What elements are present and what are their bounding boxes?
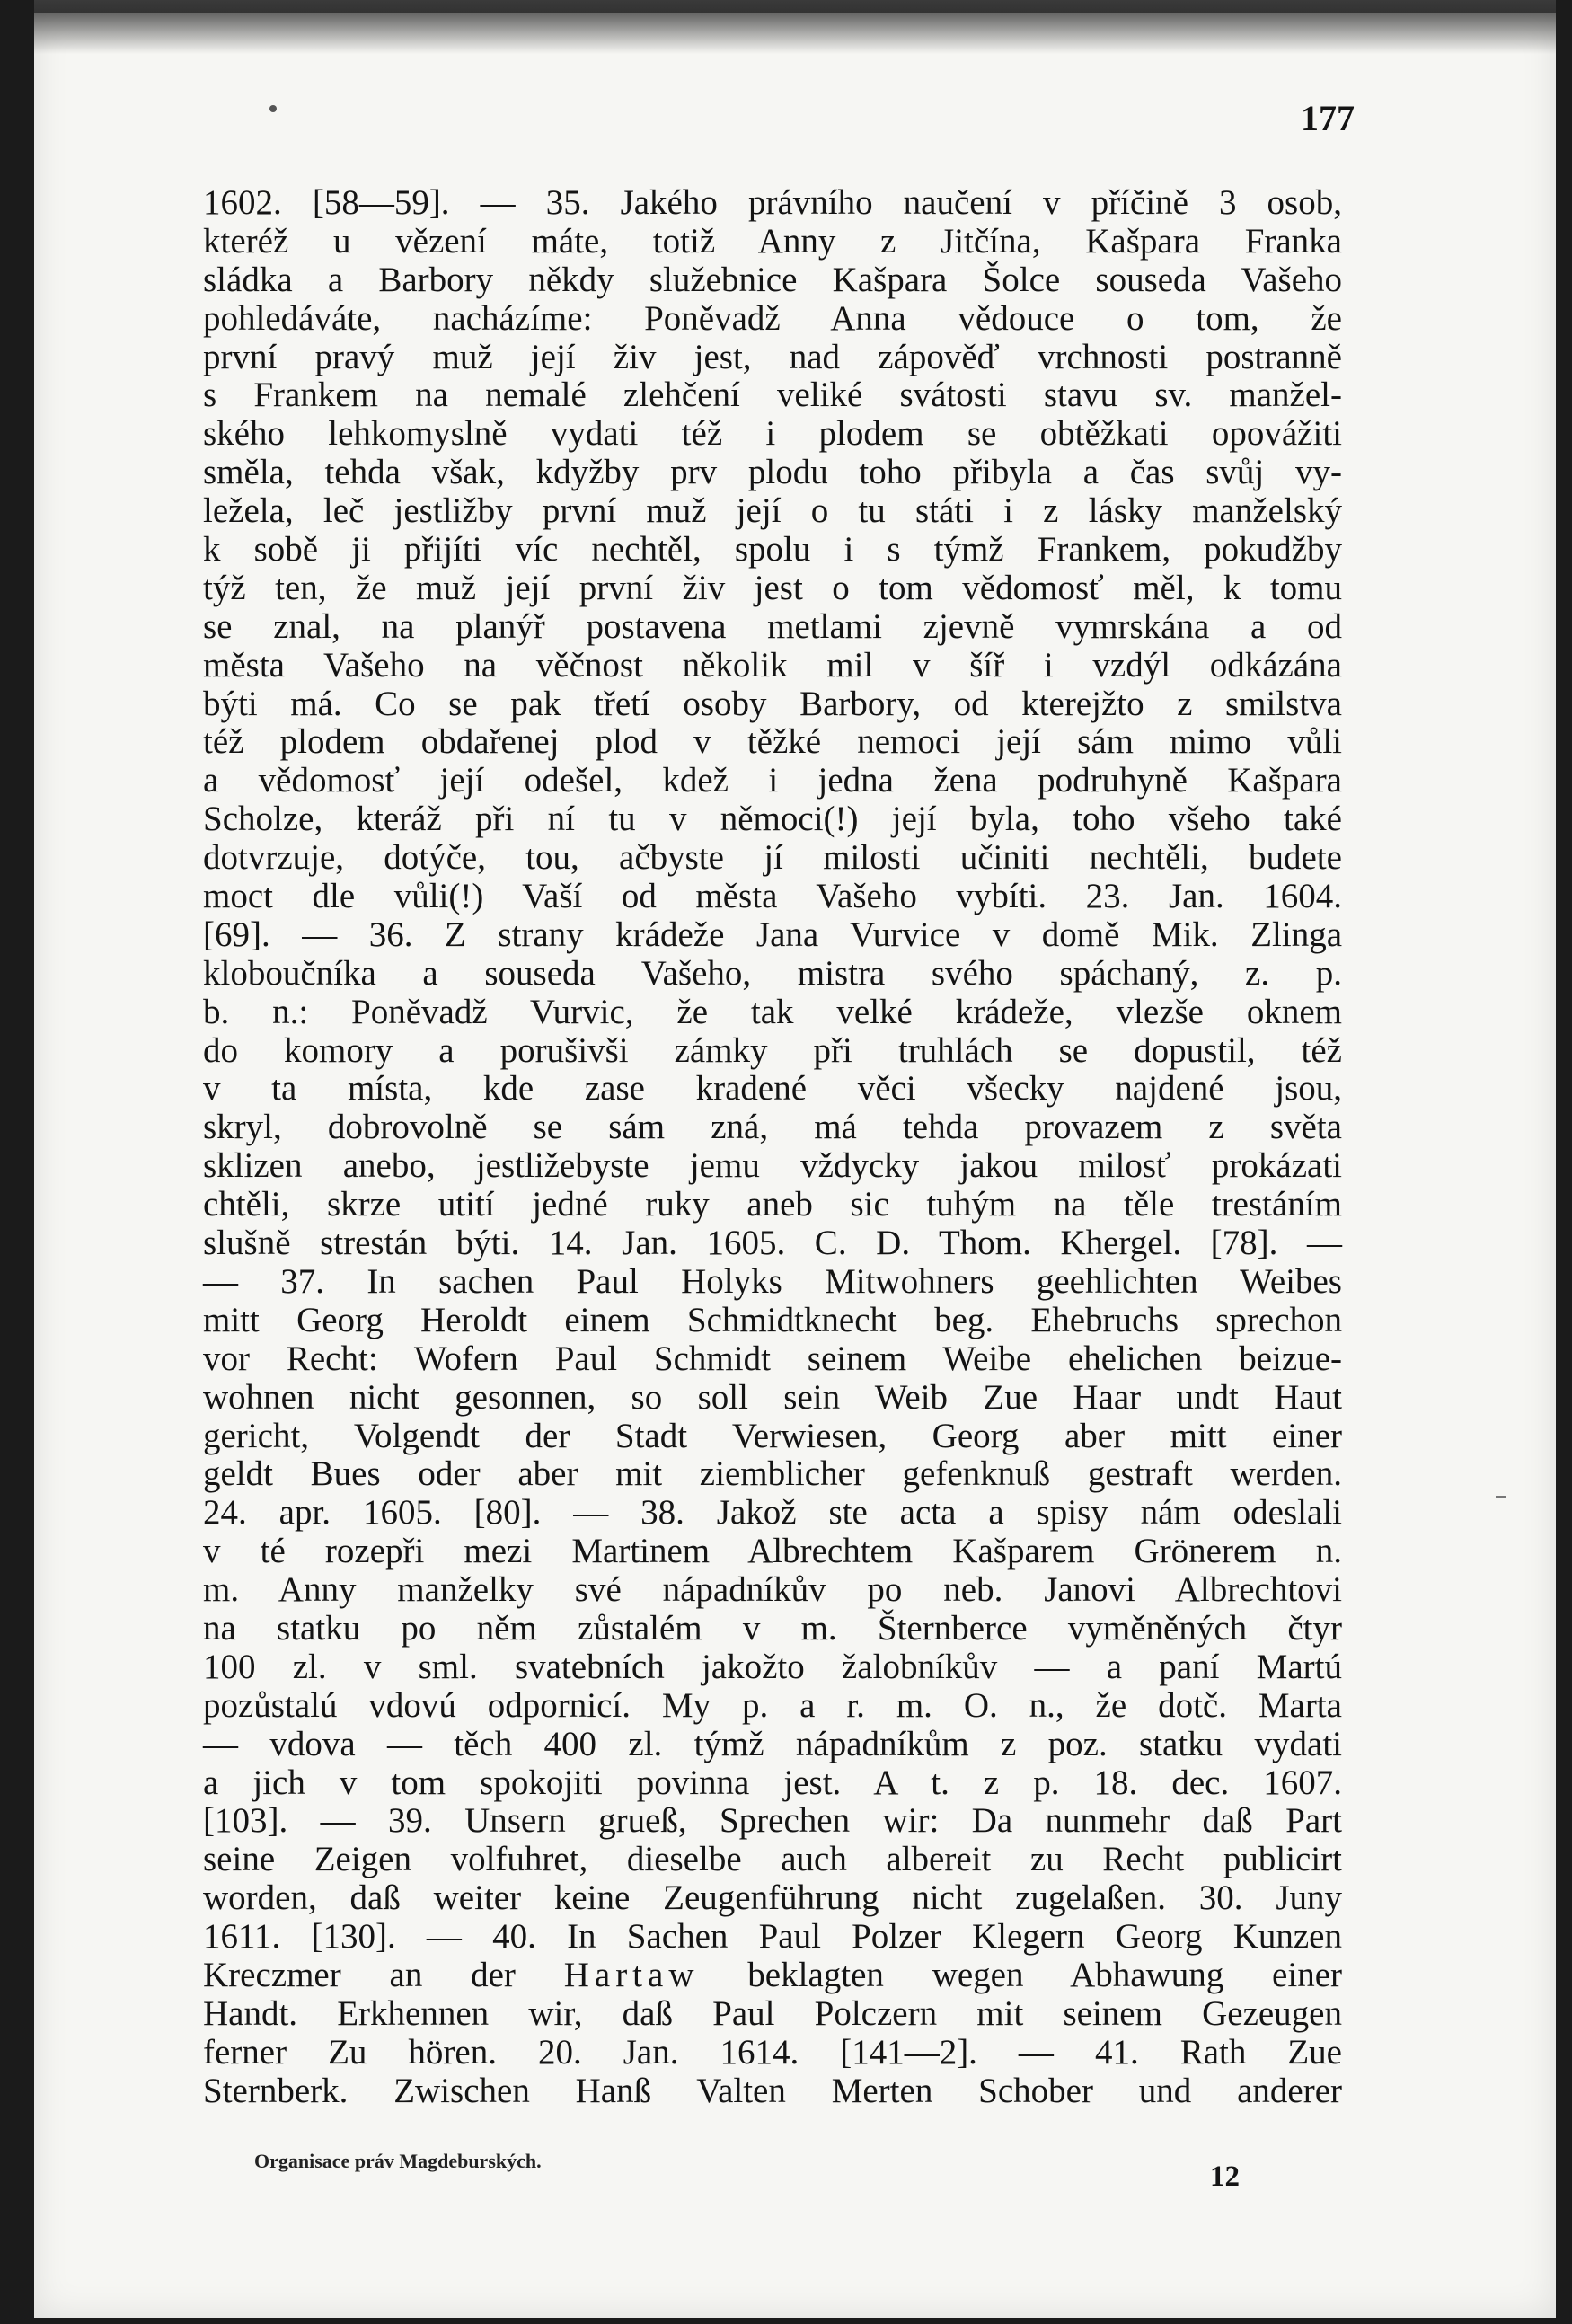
signature-mark: 12 — [1210, 2161, 1240, 2193]
text-line-with-spaced-word — [203, 1957, 1342, 1995]
text-line: [69]. — 36. Z strany krádeže Jana Vurvice v domě Mik. Zlinga — [203, 915, 1342, 954]
text-line: geldt Bues oder aber mit ziemblicher gefenknuß gestraft werden. — [203, 1454, 1342, 1494]
text-line: — 37. In sachen Paul Holyks Mitwohners geehlichten Weibes — [203, 1261, 1342, 1301]
text-line: kloboučníka a souseda Vašeho, mistra svého spáchaný, z. p. — [203, 953, 1342, 993]
text-line: m. Anny manželky své nápadníkův po neb. Janovi Albrechtovi — [203, 1570, 1342, 1610]
text-line: Sternberk. Zwischen Hanß Valten Merten Schober und anderer — [203, 2071, 1342, 2110]
text-line: na statku po něm zůstalém v m. Šternberce vyměněných čtyr — [203, 1608, 1342, 1648]
text-line: a vědomosť její odešel, kdež i jedna žena podruhyně Kašpara — [203, 761, 1342, 800]
text-line: vor Recht: Wofern Paul Schmidt seinem Weibe ehelichen beizue- — [203, 1339, 1342, 1378]
text-line: k sobě ji přijíti víc nechtěl, spolu i s týmž Frankem, pokudžby — [203, 530, 1342, 570]
text-line: a jich v tom spokojiti povinna jest. A t. z p. 18. dec. 1607. — [203, 1763, 1342, 1802]
text-line: pohledáváte, nacházíme: Poněvadž Anna vědouce o tom, že — [203, 298, 1342, 338]
text-line: seine Zeigen volfuhret, dieselbe auch albereit zu Recht publicirt — [203, 1840, 1342, 1879]
text-line: býti má. Co se pak třetí osoby Barbory, od kterejžto z smilstva — [203, 684, 1342, 723]
text-line: wohnen nicht gesonnen, so soll sein Weib Zue Haar undt Haut — [203, 1377, 1342, 1417]
text-line: města Vašeho na věčnost několik mil v šíř i vzdýl odkázána — [203, 645, 1342, 685]
text-line: do komory a porušivši zámky při truhlách se dopustil, též — [203, 1030, 1342, 1070]
spaced-word: Hartaw — [563, 1955, 700, 1994]
text-line: směla, tehda však, kdyžby prv plodu toho přibyla a čas svůj vy- — [203, 453, 1342, 492]
text-line: chtěli, skrze utití jedné ruky aneb sic tuhým na těle trestáním — [203, 1185, 1342, 1224]
ink-speck — [269, 105, 277, 112]
text-line: skryl, dobrovolně se sám zná, má tehda provazem z světa — [203, 1108, 1342, 1147]
text-line: též plodem obdařenej plod v těžké nemoci její sám mimo vůli — [203, 722, 1342, 762]
text-line: 1602. [58—59]. — 35. Jakého právního naučení v příčině 3 osob, — [203, 183, 1342, 222]
text-line: ležela, leč jestližby první muž její o tu státi i z lásky manželský — [203, 491, 1342, 531]
text-line: pozůstalú vdovú odpornicí. My p. a r. m. O. n., že dotč. Marta — [203, 1685, 1342, 1725]
text-line: 100 zl. v sml. svatebních jakožto žalobníkův — a paní Martú — [203, 1647, 1342, 1686]
text-line: Scholze, kteráž při ní tu v němoci(!) její byla, toho všeho také — [203, 800, 1342, 839]
text-line: [103]. — 39. Unsern grueß, Sprechen wir: Da nunmehr daß Part — [203, 1801, 1342, 1841]
text-line: ferner Zu hören. 20. Jan. 1614. [141—2]. — 41. Rath Zue — [203, 2032, 1342, 2072]
text-line: první pravý muž její živ jest, nad zápověď vrchnosti postranně — [203, 337, 1342, 376]
text-line: worden, daß weiter keine Zeugenführung nicht zugelaßen. 30. Juny — [203, 1878, 1342, 1918]
text-line: — vdova — těch 400 zl. týmž nápadníkům z poz. statku vydati — [203, 1724, 1342, 1763]
page-top-shadow — [34, 0, 1556, 54]
text-line: b. n.: Poněvadž Vurvic, že tak velké krádeže, vlezše oknem — [203, 992, 1342, 1031]
text-line: mitt Georg Heroldt einem Schmidtknecht beg. Ehebruchs sprechon — [203, 1300, 1342, 1339]
text-segment: beklagten wegen Abhawung einer — [699, 1955, 1342, 1994]
text-line: 1611. [130]. — 40. In Sachen Paul Polzer Klegern Georg Kunzen — [203, 1917, 1342, 1957]
page-number: 177 — [1301, 98, 1355, 138]
text-line: sklizen anebo, jestližebyste jemu vždycky jakou milosť prokázati — [203, 1146, 1342, 1186]
text-line: slušně strestán býti. 14. Jan. 1605. C. D. Thom. Khergel. [78]. — — [203, 1224, 1342, 1263]
text-line: dotvrzuje, dotýče, tou, ačbyste jí milosti učiniti nechtěli, budete — [203, 838, 1342, 878]
text-line: se znal, na planýř postavena metlami zjevně vymrskána a od — [203, 606, 1342, 646]
text-line: v ta místa, kde zase kradené věci všecky najdené jsou, — [203, 1069, 1342, 1109]
text-line: sládka a Barbory někdy služebnice Kašpara Šolce souseda Vašeho — [203, 260, 1342, 299]
text-segment: Kreczmer an der — [203, 1955, 564, 1994]
footer-title: Organisace práv Magdeburských. — [254, 2150, 542, 2172]
text-line: gericht, Volgendt der Stadt Verwiesen, Georg aber mitt einer — [203, 1416, 1342, 1455]
text-line: s Frankem na nemalé zlehčení veliké svátosti stavu sv. manžel- — [203, 376, 1342, 415]
text-line: v té rozepři mezi Martinem Albrechtem Kašparem Grönerem n. — [203, 1532, 1342, 1571]
text-line: 24. apr. 1605. [80]. — 38. Jakož ste acta a spisy nám odeslali — [203, 1493, 1342, 1533]
text-line: týž ten, že muž její první živ jest o tom vědomosť měl, k tomu — [203, 568, 1342, 607]
text-line: kteréž u vězení máte, totiž Anny z Jitčína, Kašpara Franka — [203, 221, 1342, 261]
text-line: Handt. Erkhennen wir, daß Paul Polczern mit seinem Gezeugen — [203, 1993, 1342, 2033]
text-line: ského lehkomyslně vydati též i plodem se obtěžkati opovážiti — [203, 414, 1342, 454]
body-text — [203, 184, 1342, 2111]
text-line: moct dle vůli(!) Vaší od města Vašeho vybíti. 23. Jan. 1604. — [203, 877, 1342, 916]
margin-mark — [1496, 1496, 1506, 1498]
